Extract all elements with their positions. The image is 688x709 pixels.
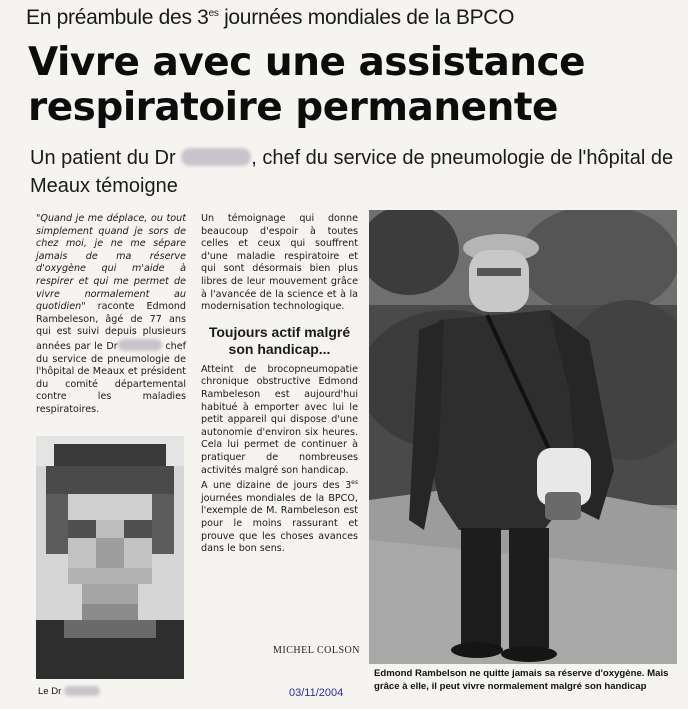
author-byline: MICHEL COLSON	[273, 645, 360, 656]
body-column-1	[36, 213, 186, 417]
redacted-name	[118, 339, 162, 351]
photo-caption: Edmond Rambelson ne quitte jamais sa réserve d'oxygène. Mais grâce à elle, il peut vivre normalement malgré son handicap	[374, 668, 669, 692]
redacted-name	[181, 148, 251, 166]
body-paragraph: A une dizaine de jours des $3^{es}$ journées mondiales de la BPCO, l'exemple de M. Rambeleson est pour le moins rassurant et prouve que les choses avances dans le bon sens.	[201, 479, 358, 555]
patient-photo	[369, 210, 677, 664]
publication-date: 03/11/2004	[289, 687, 344, 699]
article-standfirst: Un patient du Dr , chef du service de pneumologie de l'hôpital de Meaux témoigne	[30, 147, 674, 197]
portrait-caption: Le Dr	[38, 686, 100, 697]
doctor-portrait-pixelated	[36, 436, 184, 679]
section-subhead: Toujours actif malgré son handicap...	[208, 323, 351, 357]
article-kicker: En préambule des $3^{es}$ journées mondiales de la BPCO	[26, 6, 515, 29]
body-paragraph: "Quand je me déplace, ou tout simplement quand je sors de chez moi, je ne me sépare jamais de ma réserve d'oxygène qui m'aide à respirer et qui me permet de vivre normalement au quotidien" raconte Edmond Rambeleson, âgé de 77 ans qui est suivi depuis plusieurs années par le Dr chef du service de pneumologie de l'hôpital de Meaux et président du comité départemental contre les maladies respiratoires.	[36, 213, 186, 415]
patient-with-oxygen-image	[369, 210, 677, 664]
redacted-name	[64, 686, 100, 696]
patient-quote: "Quand je me déplace, ou tout simplement quand je sors de chez moi, je ne me sépare jamais de ma réserve d'oxygène qui m'aide à respirer et qui me permet de vivre normalement au quotidien"	[36, 213, 186, 313]
body-column-2	[201, 213, 358, 556]
article-headline: Vivre avec une assistance respiratoire permanente	[28, 40, 586, 130]
body-paragraph: Un témoignage qui donne beaucoup d'espoir à toutes celles et ceux qui souffrent d'une maladie respiratoire et qui sont désormais bien plus libres de leur mouvement grâce à l'avancée de la science et à la modernisation technologique.	[201, 213, 358, 313]
body-paragraph: Atteint de brocopneumopatie chronique obstructive Edmond Rambeleson est aujourd'hui habitué à emporter avec lui le petit appareil qui dispose d'une autonomie d'environ six heures. Cela lui permet de continuer à pratiquer de nombreuses activités malgré son handicap.	[201, 363, 358, 476]
pixelated-face-image	[36, 436, 184, 679]
